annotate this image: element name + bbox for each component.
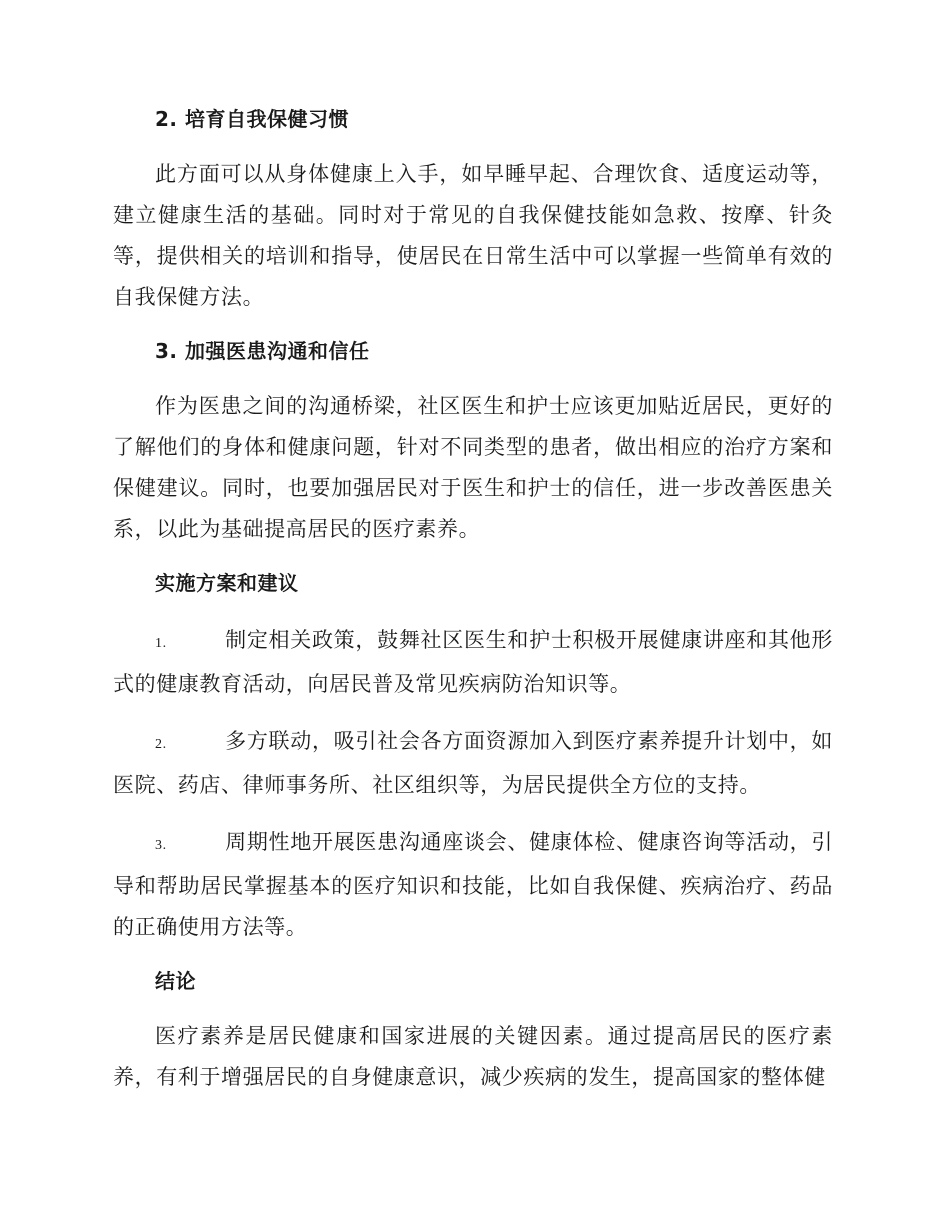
list-item-text: 多方联动，吸引社会各方面资源加入到医疗素养提升计划中，如医院、药店、律师事务所、社区组织等，为居民提供全方位的支持。 — [113, 729, 833, 797]
section-heading-conclusion: 结论 — [155, 969, 196, 993]
section-paragraph-self-care: 此方面可以从身体健康上入手，如早睡早起、合理饮食、适度运动等，建立健康生活的基础。同时对于常见的自我保健技能如急救、按摩、针灸等，提供相关的培训和指导，使居民在日常生活中可以掌握一些简单有效的自我保健方法。 — [113, 162, 833, 309]
list-item-text: 制定相关政策，鼓舞社区医生和护士积极开展健康讲座和其他形式的健康教育活动，向居民普及常见疾病防治知识等。 — [113, 628, 833, 696]
section-heading-doctor-patient: 3. 加强医患沟通和信任 — [155, 339, 370, 363]
list-item — [113, 721, 833, 806]
section-heading-self-care: 2. 培育自我保健习惯 — [155, 107, 349, 131]
section-paragraph-doctor-patient: 作为医患之间的沟通桥梁，社区医生和护士应该更加贴近居民，更好的了解他们的身体和健康问题，针对不同类型的患者，做出相应的治疗方案和保健建议。同时，也要加强居民对于医生和护士的信任，进一步改善医患关系，以此为基础提高居民的医疗素养。 — [113, 394, 833, 541]
document-page — [113, 104, 833, 1098]
list-item — [113, 620, 833, 705]
list-item-text: 周期性地开展医患沟通座谈会、健康体检、健康咨询等活动，引导和帮助居民掌握基本的医疗知识和技能，比如自我保健、疾病治疗、药品的正确使用方法等。 — [113, 830, 833, 939]
list-item-number: 1. — [155, 636, 167, 651]
list-item — [113, 822, 833, 948]
list-item-number: 3. — [155, 838, 167, 853]
section-paragraph-conclusion: 医疗素养是居民健康和国家进展的关键因素。通过提高居民的医疗素养，有利于增强居民的自身健康意识，减少疾病的发生，提高国家的整体健 — [113, 1024, 833, 1089]
section-heading-implementation: 实施方案和建议 — [155, 571, 299, 595]
list-item-number: 2. — [155, 737, 167, 752]
